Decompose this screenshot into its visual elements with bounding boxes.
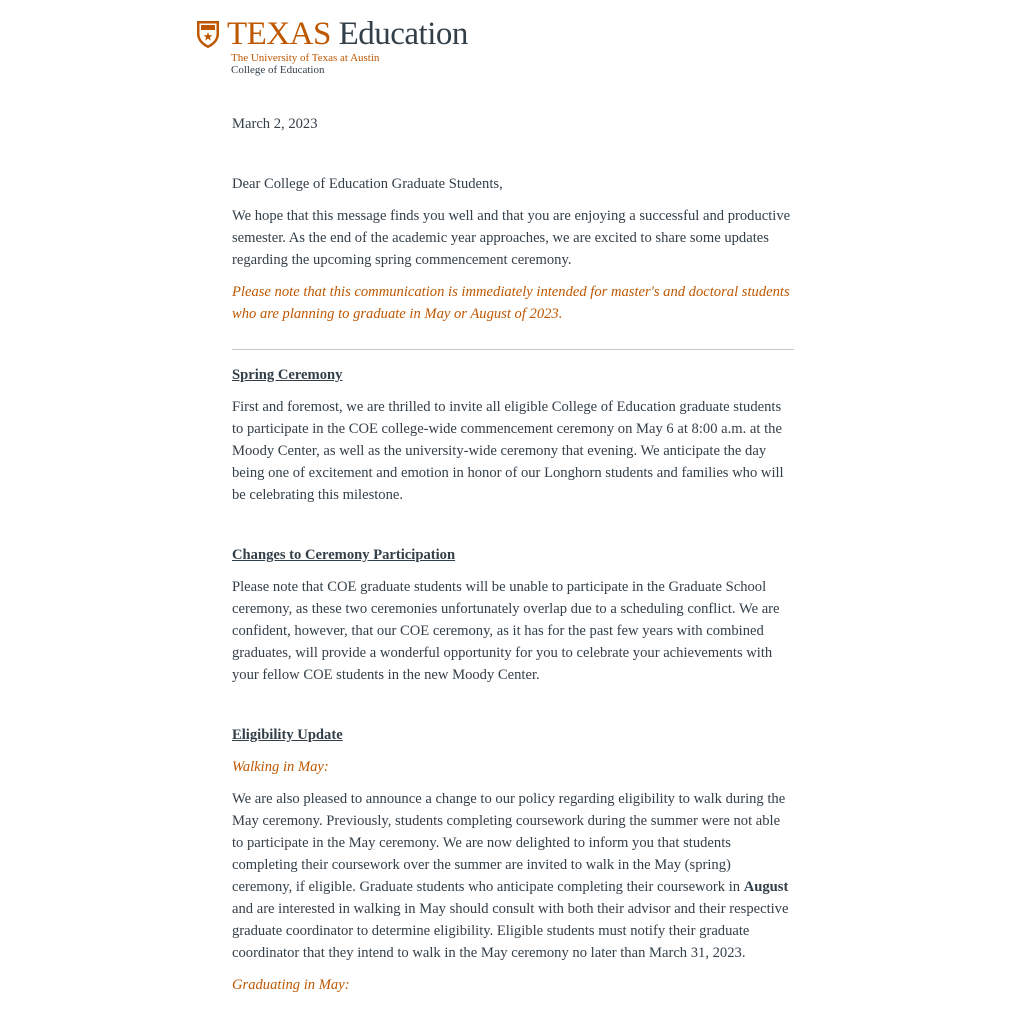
walking-text-bold: August	[743, 879, 789, 895]
section-title-changes: Changes to Ceremony Participation	[232, 547, 456, 563]
section-title-spring-ceremony: Spring Ceremony	[232, 367, 343, 383]
walking-text-before: We are also pleased to announce a change to our policy regarding eligibility to walk during the May ceremony. Previously, students completing coursework during the summer were not able to participate in the May ceremony. We are now delighted to inform you that students completing their coursework over the summer are invited to walk in the May (spring) ceremony, if eligible. Graduate students who anticipate completing their coursework in	[232, 791, 786, 895]
graduating-in-may-label: Graduating in May:	[232, 977, 350, 993]
walking-in-may-paragraph	[232, 788, 794, 964]
texas-education-logo	[196, 16, 496, 80]
wordmark-education: Education	[338, 16, 468, 52]
divider	[232, 349, 794, 350]
audience-note: Please note that this communication is immediately intended for master's and doctoral students who are planning to graduate in May or August of 2023.	[232, 284, 790, 322]
wordmark-texas: TEXAS	[227, 16, 331, 52]
college-name: College of Education	[231, 64, 325, 76]
intro-paragraph: We hope that this message finds you well and that you are enjoying a successful and productive semester. As the end of the academic year approaches, we are excited to share some updates regarding the upcoming spring commencement ceremony.	[232, 208, 791, 268]
letter-content	[232, 113, 794, 996]
university-name: The University of Texas at Austin	[231, 52, 380, 64]
changes-paragraph: Please note that COE graduate students will be unable to participate in the Graduate School ceremony, as these two ceremonies unfortunately overlap due to a scheduling conflict. We are confident, however, that our COE ceremony, as it has for the past few years with combined graduates, will provide a wonderful opportunity for you to celebrate your achievements with your fellow COE students in the new Moody Center.	[232, 579, 780, 683]
salutation: Dear College of Education Graduate Students,	[232, 176, 503, 192]
walking-text-after: and are interested in walking in May should consult with both their advisor and their respective graduate coordinator to determine eligibility. Eligible students must notify their graduate coordinator that they intend to walk in the May ceremony no later than March 31, 2023.	[232, 901, 789, 961]
spring-ceremony-paragraph: First and foremost, we are thrilled to invite all eligible College of Education graduate students to participate in the COE college-wide commencement ceremony on May 6 at 8:00 a.m. at the Moody Center, as well as the university-wide ceremony that evening. We anticipate the day being one of excitement and emotion in honor of our Longhorn students and families who will be celebrating this milestone.	[232, 399, 784, 503]
letter-date: March 2, 2023	[232, 116, 318, 132]
walking-in-may-label: Walking in May:	[232, 759, 329, 775]
section-title-eligibility: Eligibility Update	[232, 727, 343, 743]
ut-seal-icon	[196, 19, 220, 49]
wordmark	[227, 16, 468, 52]
